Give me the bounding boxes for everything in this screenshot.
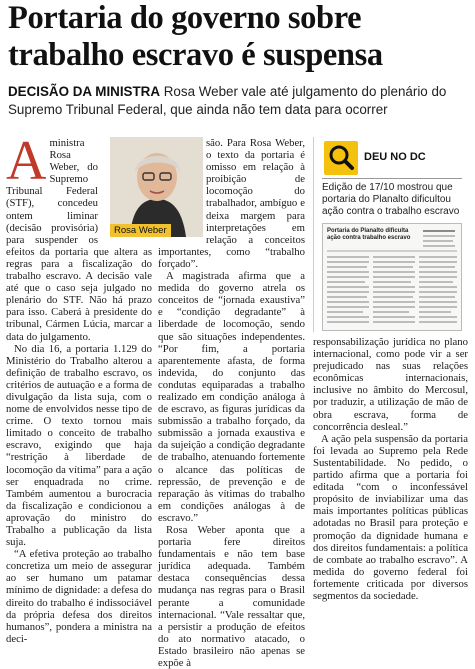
photo-caption: Rosa Weber: [110, 224, 171, 237]
paragraph-2: No dia 16, a portaria 1.129 do Ministério do Trabalho alterou a definição de trabalho escravo, os critérios de autuação e a forma de divulgação da lista suja, com o nome de envolvidos nesse tipo de crime. O texto tornou mais limitado o conceito de trabalho escravo, exigindo que haja “restrição à liberdade de locomoção da vítima” para a ação ser enquadrada no crime. Também aumentou a burocracia da fiscalização e condicionou a aprovação do ministro do Trabalho a publicação da lista suja.: [6, 342, 152, 549]
clipping-title: Portaria do Planalto dificulta ação contra trabalho escravo: [327, 228, 411, 241]
paragraph-3: “A efetiva proteção ao trabalho concretiza um meio de assegurar ao ser humano um patamar mínimo de dignidade: a defesa do direito do trabalho é indissociável da própria defesa dos direitos humanos”, pondera a ministra na deci-: [6, 548, 152, 645]
paragraph-4: são. Para Rosa Weber, o texto da portaria é omisso em relação à proibição de locomoção do trabalhador, ambíguo e deixa margem para interpretações em relação a conceitos importantes, como “trabalho forçado”.: [158, 137, 305, 270]
paragraph-1: ministra Rosa Weber, do Supremo Tribunal Federal (STF), concedeu ontem liminar (decisão provisória) para suspender os efeitos da portaria que altera as regras para a fiscalização do trabalho escravo. A decisão vale até que o caso seja julgado no plenário do STF. Não há prazo para isso. Caberá à presidente do tribunal, Cármen Lúcia, marcar a data do julgamento.: [6, 137, 152, 343]
drop-cap: A: [6, 130, 47, 192]
sidebar-deu-no-dc: [313, 137, 470, 332]
sidebar-header: [322, 141, 462, 177]
headline: Portaria do governo sobre trabalho escravo é suspensa: [8, 0, 383, 73]
article-column-3: [313, 336, 468, 602]
paragraph-6: Rosa Weber aponta que a portaria fere direitos fundamentais e não tem base jurídica adequada. Também destaca consequências dessa mudança nas regras para o Brasil perante a comunidade internacional. “Vale ressaltar que, a persistir a produção de efeitos do ato normativo atacado, o Estado brasileiro não apenas se expõe à: [158, 524, 305, 669]
deck-kicker: DECISÃO DA MINISTRA: [8, 84, 161, 99]
paragraph-5: A magistrada afirma que a medida do governo atrela os conceitos de “jornada exaustiva” e “condição degradante” à liberdade de locomoção, sendo que são situações independentes. “Por fim, a portaria aparentemente afasta, de forma indevida, do conjunto das condutas equiparadas a trabalho realizado em condição análoga à de escravo, as figuras jurídicas da submissão a trabalho forçado, da submissão a jornada exaustiva e da sujeição a condição degradante de trabalho, atenuando fortemente o alcance das políticas de repressão, de prevenção e de reparação às vítimas do trabalho em condições análogas à de escravo.”: [158, 270, 305, 524]
photo-float-spacer-2: [158, 137, 206, 238]
paragraph-8: A ação pela suspensão da portaria foi levada ao Supremo pela Rede Sustentabilidade. No pedido, o partido afirma que a portaria foi editada “com o inconfessável propósito de inviabilizar uma das mais importantes políticas públicas adotadas no Brasil para proteção e promoção da dignidade humana e dos direitos fundamentais: a política de combate ao trabalho escravo”. A medida do governo federal foi fortemente criticada por diversos segmentos da sociedade.: [313, 432, 468, 602]
paragraph-7: responsabilização jurídica no plano internacional, como pode vir a ser prejudicado nas suas relações econômicas internacionais, inclusive no âmbito do Mercosul, por traduzir, a utilização de mão de obra escrava, forma de concorrência desleal.”: [313, 336, 468, 433]
sidebar-text: Edição de 17/10 mostrou que portaria do Planalto dificultou ação contra o trabalho escravo: [322, 182, 460, 217]
sidebar-label: DEU NO DC: [364, 151, 426, 163]
article-column-2: [158, 137, 305, 669]
magnifier-icon: [324, 141, 358, 175]
newspaper-clipping-image: [322, 223, 462, 331]
deck-text: Rosa Weber vale até julgamento do plenário do Supremo Tribunal Federal, que ainda não tem data para ocorrer: [8, 84, 447, 117]
sidebar-divider: [322, 178, 462, 179]
deck: [8, 83, 470, 119]
